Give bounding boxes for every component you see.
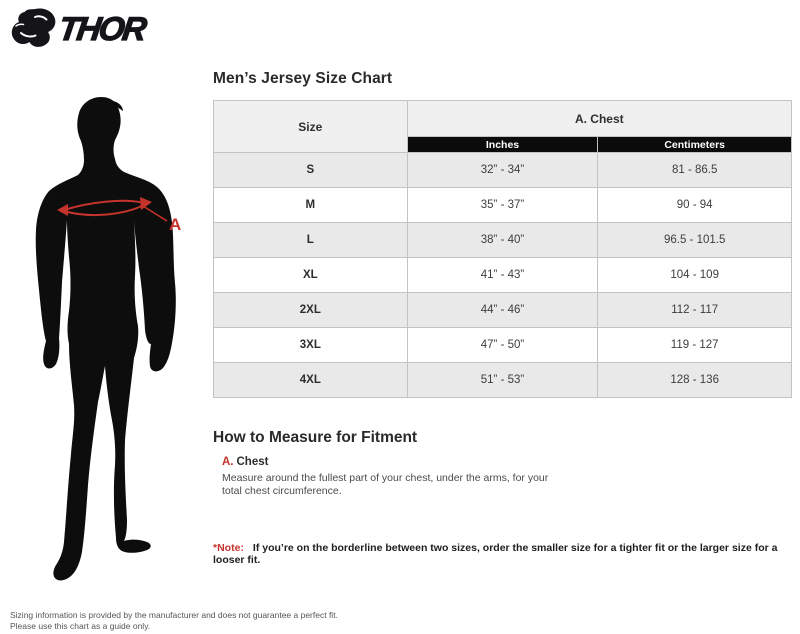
size-cell: XL bbox=[214, 258, 408, 293]
size-cell: 2XL bbox=[214, 293, 408, 328]
table-row bbox=[214, 328, 792, 363]
footer-disclaimer bbox=[10, 610, 338, 632]
measure-description: Measure around the fullest part of your chest, under the arms, for your total chest circumference. bbox=[222, 472, 549, 497]
column-header-centimeters: Centimeters bbox=[598, 137, 792, 153]
inches-cell: 38” - 40” bbox=[407, 223, 598, 258]
footer-line-1: Sizing information is provided by the manufacturer and does not guarantee a perfect fit. bbox=[10, 610, 338, 620]
centimeters-cell: 112 - 117 bbox=[598, 293, 792, 328]
male-silhouette-shape bbox=[36, 97, 176, 580]
thor-ram-head-icon bbox=[8, 7, 58, 51]
measure-item-title bbox=[222, 456, 792, 468]
size-cell: M bbox=[214, 188, 408, 223]
inches-cell: 51” - 53” bbox=[407, 363, 598, 398]
inches-cell: 32” - 34” bbox=[407, 153, 598, 188]
table-row bbox=[214, 258, 792, 293]
inches-cell: 47” - 50” bbox=[407, 328, 598, 363]
size-cell: 3XL bbox=[214, 328, 408, 363]
column-header-inches: Inches bbox=[407, 137, 598, 153]
table-row bbox=[214, 188, 792, 223]
column-header-size: Size bbox=[214, 101, 408, 153]
thor-logo bbox=[8, 6, 148, 52]
table-row bbox=[214, 223, 792, 258]
centimeters-cell: 104 - 109 bbox=[598, 258, 792, 293]
inches-cell: 35” - 37” bbox=[407, 188, 598, 223]
measure-name-chest: Chest bbox=[236, 456, 269, 468]
table-header-row bbox=[214, 101, 792, 137]
thor-logo-text: THOR bbox=[56, 10, 148, 47]
column-header-chest: A. Chest bbox=[407, 101, 791, 137]
content-column bbox=[213, 70, 792, 566]
centimeters-cell: 128 - 136 bbox=[598, 363, 792, 398]
size-cell: L bbox=[214, 223, 408, 258]
table-row bbox=[214, 363, 792, 398]
inches-cell: 41” - 43” bbox=[407, 258, 598, 293]
centimeters-cell: 96.5 - 101.5 bbox=[598, 223, 792, 258]
size-chart-table bbox=[213, 100, 792, 398]
page-title: Men’s Jersey Size Chart bbox=[213, 70, 393, 87]
centimeters-cell: 90 - 94 bbox=[598, 188, 792, 223]
footer-line-2: Please use this chart as a guide only. bbox=[10, 621, 151, 631]
inches-cell: 44” - 46” bbox=[407, 293, 598, 328]
measure-item-chest bbox=[222, 456, 792, 498]
size-cell: S bbox=[214, 153, 408, 188]
body-silhouette-figure bbox=[20, 80, 210, 610]
size-cell: 4XL bbox=[214, 363, 408, 398]
measure-key-a: A. bbox=[222, 456, 234, 468]
note-text: If you’re on the borderline between two sizes, order the smaller size for a tighter fit or the larger size for a looser fit. bbox=[213, 542, 778, 566]
table-row bbox=[214, 153, 792, 188]
measure-section-heading: How to Measure for Fitment bbox=[213, 429, 418, 446]
centimeters-cell: 81 - 86.5 bbox=[598, 153, 792, 188]
sizing-note bbox=[213, 542, 792, 566]
centimeters-cell: 119 - 127 bbox=[598, 328, 792, 363]
figure-label-a: A bbox=[169, 215, 182, 234]
table-row bbox=[214, 293, 792, 328]
note-label: *Note: bbox=[213, 542, 244, 554]
